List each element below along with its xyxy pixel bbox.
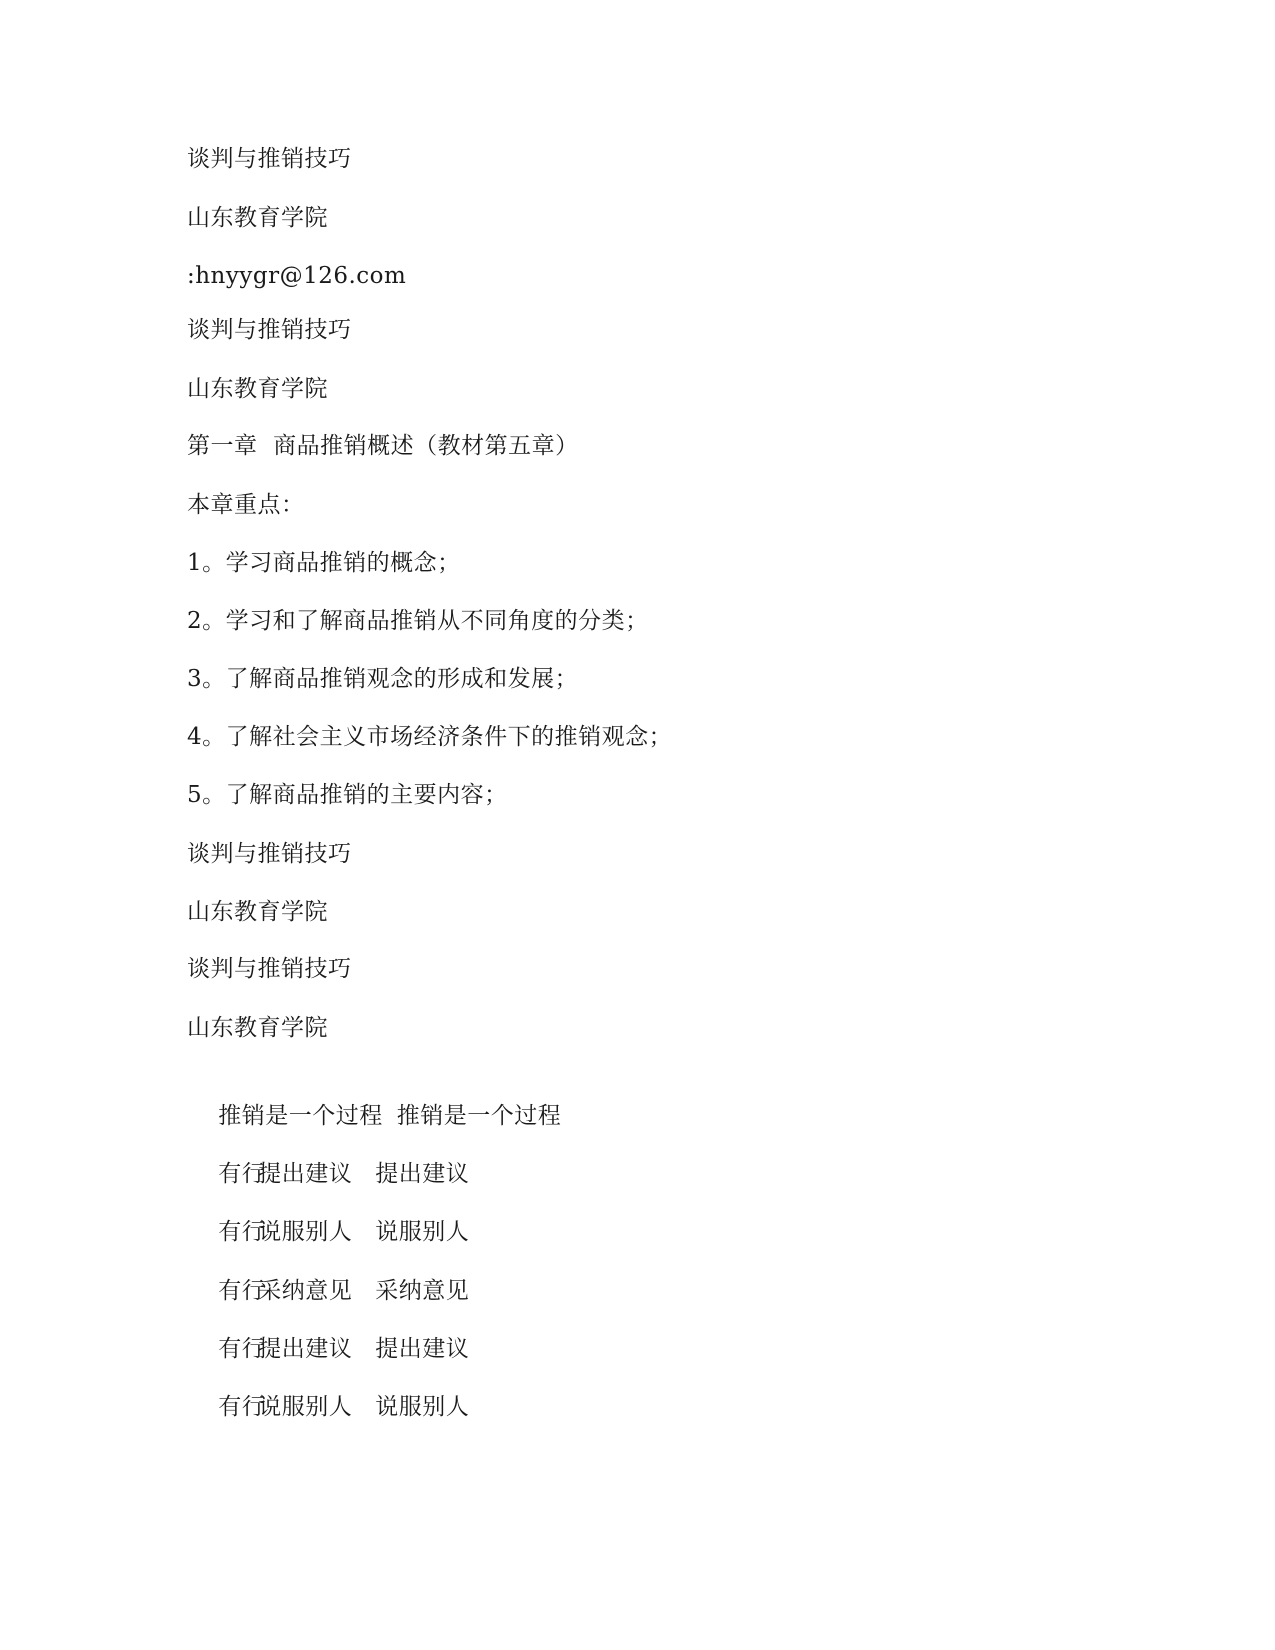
key-point-item: 1。学习商品推销的概念； [187,550,461,576]
contact-email: :hnyygr@126.com [187,263,407,289]
institution-name: 山东教育学院 [187,376,328,402]
institution-name: 山东教育学院 [187,899,328,925]
row-right-text: 提出建议 [375,1336,470,1362]
overlap-back-text: 有行 [218,1219,266,1245]
overlap-front-text: 提出建议 [258,1336,353,1362]
course-title: 谈判与推销技巧 [187,841,352,867]
key-point-item: 2。学习和了解商品推销从不同角度的分类； [187,608,649,634]
row-right-text: 说服别人 [375,1219,470,1245]
row-right-text: 说服别人 [375,1394,470,1420]
course-title: 谈判与推销技巧 [187,956,352,982]
key-point-item: 4。了解社会主义市场经济条件下的推销观念； [187,724,673,750]
process-text: 推销是一个过程 [218,1103,383,1129]
overlap-front-text: 说服别人 [258,1394,353,1420]
process-text: 推销是一个过程 [396,1103,562,1129]
institution-name: 山东教育学院 [187,1015,328,1041]
chapter-heading: 第一章 商品推销概述（教材第五章） [187,433,579,459]
key-point-item: 3。了解商品推销观念的形成和发展； [187,666,579,692]
overlap-front-text: 提出建议 [258,1161,353,1187]
key-point-item: 5。了解商品推销的主要内容； [187,782,508,808]
overlap-front-text: 采纳意见 [258,1278,353,1304]
course-title: 谈判与推销技巧 [187,146,352,172]
overlap-back-text: 有行 [218,1161,266,1187]
institution-name: 山东教育学院 [187,205,328,231]
overlap-back-text: 有行 [218,1278,266,1304]
overlap-back-text: 有行 [218,1336,266,1362]
key-points-heading: 本章重点： [187,492,305,518]
row-right-text: 采纳意见 [375,1278,470,1304]
overlap-front-text: 说服别人 [258,1219,353,1245]
row-right-text: 提出建议 [375,1161,470,1187]
course-title: 谈判与推销技巧 [187,317,352,343]
overlap-row [187,1362,469,1452]
overlap-back-text: 有行 [218,1394,266,1420]
